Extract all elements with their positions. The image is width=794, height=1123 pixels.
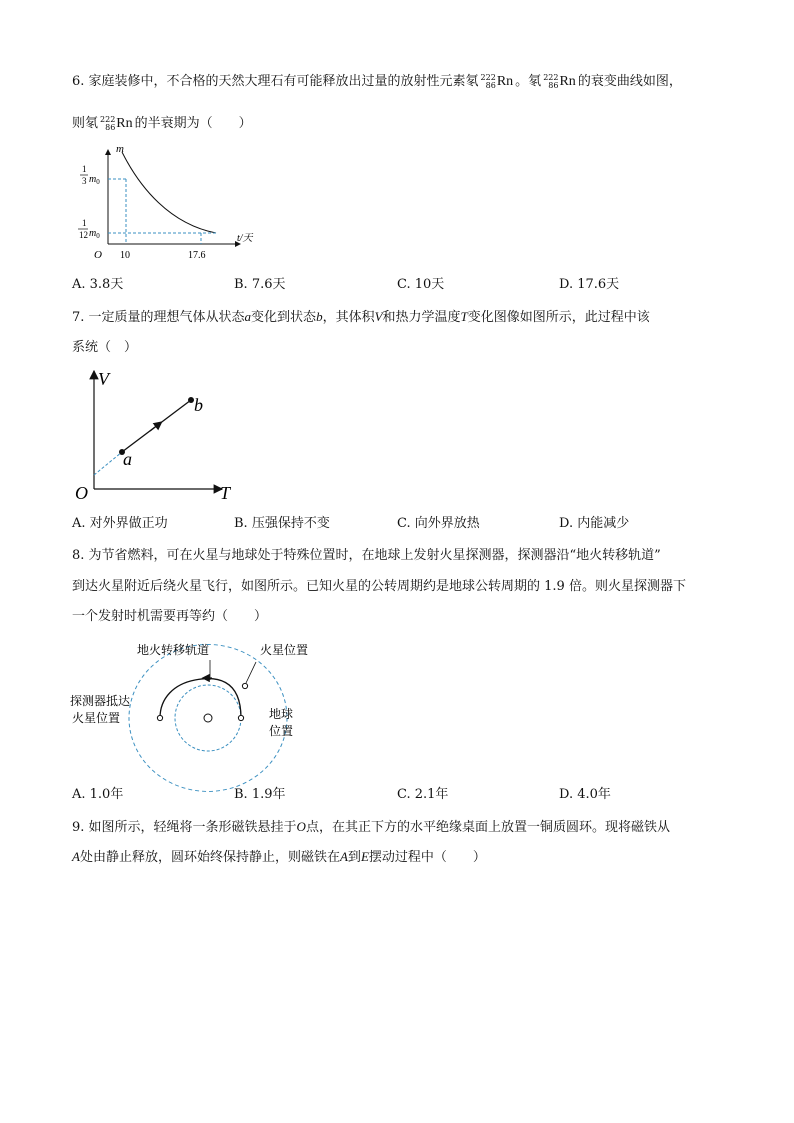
radon-nuclide: 222 86 Rn — [543, 72, 576, 90]
extrapolation-dashed — [94, 452, 122, 475]
radon-nuclide: 222 86 Rn — [480, 72, 514, 90]
earth-position-marker — [238, 715, 243, 720]
process-arrow — [150, 424, 159, 431]
q8-option-c[interactable]: C. 2.1年 — [397, 787, 449, 802]
q6-option-c[interactable]: C. 10天 — [397, 277, 445, 292]
y-tick-twelfth-num: 1 — [82, 218, 87, 228]
q7-option-a[interactable]: A. 对外界做正功 — [72, 516, 168, 531]
q8-option-b[interactable]: B. 1.9年 — [234, 787, 286, 802]
q6-option-a[interactable]: A. 3.8天 — [72, 277, 124, 292]
radon-nuclide: 222 86 Rn — [100, 114, 133, 132]
q7-option-b[interactable]: B. 压强保持不变 — [234, 516, 330, 531]
x-tick-17-6: 17.6 — [188, 250, 206, 261]
q6-stem-line1: 6. 家庭装修中，不合格的天然大理石有可能释放出过量的放射性元素氡 222 86 Rn 。氡 222 86 Rn 的衰变曲线如图， — [72, 72, 682, 92]
earth-position-label-1: 地球 — [269, 707, 294, 721]
point-a-label: a — [123, 449, 132, 469]
x-axis-label: t/天 — [237, 233, 253, 244]
earth-position-label-2: 位置 — [269, 724, 294, 738]
transfer-orbit-diagram — [70, 636, 340, 776]
q9-stem-line1: 9. 如图所示，轻绳将一条形磁铁悬挂于O点，在其正下方的水平绝缘桌面上放置一铜质圆环。现将磁铁从 — [72, 819, 670, 835]
q8-stem-line2: 到达火星附近后绕火星飞行，如图所示。已知火星的公转周期约是地球公转周期的 1.9 倍。则火星探测器下 — [72, 579, 686, 594]
decay-curve-graph — [70, 140, 270, 270]
y-tick-twelfth-var: $m_0$ — [89, 228, 100, 240]
origin-label: O — [94, 249, 102, 261]
decay-curve — [122, 152, 216, 233]
probe-arrive-marker — [157, 715, 162, 720]
q8-stem-line3: 一个发射时机需要再等约（ ） — [72, 609, 268, 624]
y-tick-twelfth-den: 12 — [79, 230, 88, 240]
probe-arrive-label-2: 火星位置 — [72, 711, 121, 725]
y-tick-third-den: 3 — [82, 176, 87, 186]
q6-stem-line2: 则氡 222 86 Rn 的半衰期为（ ） — [72, 114, 252, 134]
q7-stem-line1: 7. 一定质量的理想气体从状态a变化到状态b，其体积V和热力学温度T变化图像如图所示，此过程中该 — [72, 309, 650, 325]
sun — [204, 714, 212, 722]
transfer-orbit — [160, 679, 241, 718]
probe-arrive-label-1: 探测器抵达 — [70, 694, 131, 708]
q7-stem-line2: 系统（ ） — [72, 340, 138, 355]
y-axis-label: V — [98, 369, 109, 389]
q8-option-a[interactable]: A. 1.0年 — [72, 787, 124, 802]
q6-option-b[interactable]: B. 7.6天 — [234, 277, 286, 292]
y-tick-third-num: 1 — [82, 164, 87, 174]
q9-stem-line2: A处由静止释放，圆环始终保持静止，则磁铁在A到E摆动过程中（ ） — [72, 849, 486, 865]
mars-position-label: 火星位置 — [260, 643, 309, 657]
x-axis-label: T — [220, 483, 231, 503]
q8-option-d[interactable]: D. 4.0年 — [559, 787, 611, 802]
point-b-label: b — [194, 395, 203, 415]
vt-graph — [70, 365, 245, 505]
q8-stem-line1: 8. 为节省燃料，可在火星与地球处于特殊位置时，在地球上发射火星探测器，探测器沿“地火转移轨道” — [72, 548, 661, 563]
x-tick-10: 10 — [120, 250, 130, 261]
q7-option-c[interactable]: C. 向外界放热 — [397, 516, 480, 531]
transfer-orbit-label: 地火转移轨道 — [137, 643, 210, 657]
y-tick-third-var: $m_0$ — [89, 174, 100, 186]
y-axis-label: m — [116, 143, 124, 155]
q7-option-d[interactable]: D. 内能减少 — [559, 516, 630, 531]
origin-label: O — [75, 483, 88, 503]
mars-position-marker — [242, 683, 247, 688]
q6-option-d[interactable]: D. 17.6天 — [559, 277, 620, 292]
